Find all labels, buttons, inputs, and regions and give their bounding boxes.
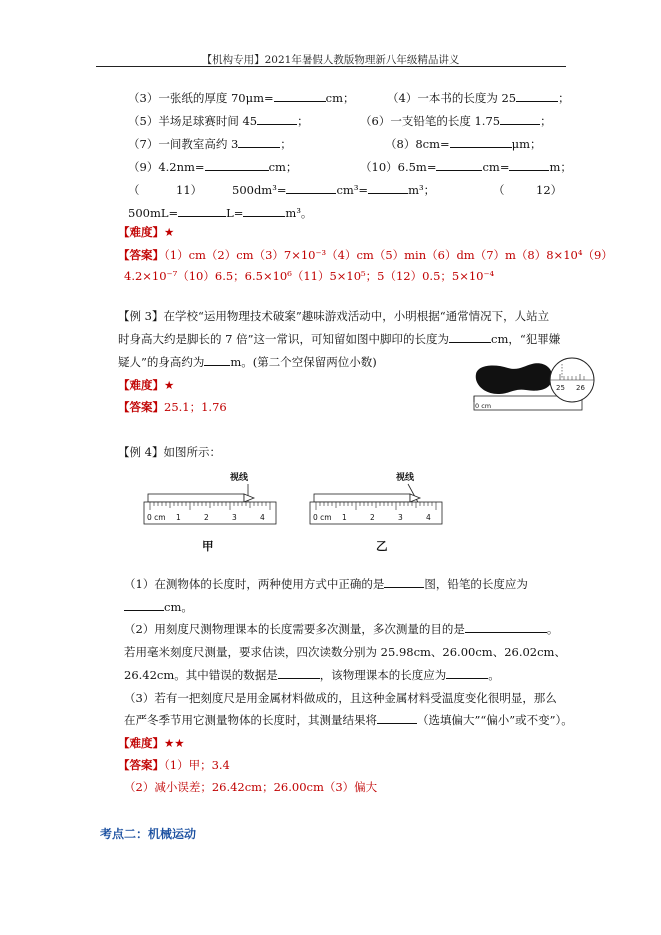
exercise-9-unit: cm； xyxy=(268,160,298,174)
exercise-10 xyxy=(360,159,572,175)
tick-label-2: 2 xyxy=(204,513,209,522)
example3-difficulty xyxy=(118,377,174,393)
difficulty-stars: ★★ xyxy=(164,736,185,750)
exercise-12-number: 12） xyxy=(536,183,563,197)
answer-line-2: 4.2×10⁻⁷（10）6.5；6.5×10⁶（11）5×10⁵；5（12）0.5；5×10⁻⁴ xyxy=(124,269,495,283)
answer-blank[interactable] xyxy=(274,90,326,102)
exercise-12 xyxy=(128,205,312,221)
exercise-12-text: 500mL= xyxy=(128,206,179,220)
example3-text: m。(第二个空保留两位小数) xyxy=(230,355,377,369)
example4-difficulty xyxy=(118,735,185,751)
difficulty-row xyxy=(118,224,174,240)
ruler-zero-label: 0 cm xyxy=(475,402,492,410)
example4-text: 。 xyxy=(488,668,500,682)
exercise-11 xyxy=(232,182,435,198)
exercise-6-text: （6）一支铅笔的长度 1.75 xyxy=(360,114,501,128)
pencil-tip xyxy=(410,494,420,502)
tick-label-3: 3 xyxy=(398,513,403,522)
answer-line-1: （1）cm（2）cm（3）7×10⁻³（4）cm（5）min（6）dm（7）m（8）8×10⁴（9） xyxy=(164,248,613,262)
magnifier-tick-25: 25 xyxy=(556,384,565,392)
example3-line-3 xyxy=(118,354,377,370)
example4-text: （2）用刻度尺测物理课本的长度需要多次测量，多次测量的目的是 xyxy=(124,622,465,636)
exercise-4-text: （4）一本书的长度为 25 xyxy=(387,91,517,105)
exercise-11-text: 500dm³= xyxy=(232,183,287,197)
answer-blank[interactable] xyxy=(449,331,491,343)
exercise-12-open: （ xyxy=(493,183,505,197)
answer-blank[interactable] xyxy=(450,136,512,148)
answer-blank[interactable] xyxy=(238,136,280,148)
exercise-10-mid: cm= xyxy=(482,160,510,174)
footprint-shape xyxy=(476,363,553,394)
exercise-8-text: （8）8cm= xyxy=(385,137,450,151)
exercise-9-text: （9）4.2nm= xyxy=(128,160,205,174)
sight-label: 视线 xyxy=(396,473,415,483)
exercise-11-open: （ xyxy=(128,183,140,197)
example4-q2 xyxy=(124,621,558,637)
answer-label: 【答案】 xyxy=(118,248,164,262)
exercise-8 xyxy=(385,136,542,152)
ruler-figure-left xyxy=(142,468,282,528)
exercise-9 xyxy=(128,159,297,175)
answer-blank[interactable] xyxy=(509,159,549,171)
answer-blank[interactable] xyxy=(286,182,336,194)
exercise-7 xyxy=(128,136,292,152)
example4-text: 图，铅笔的长度应为 xyxy=(424,577,528,591)
exercise-6 xyxy=(360,113,552,129)
sight-label: 视线 xyxy=(230,473,249,483)
answer-blank[interactable] xyxy=(377,712,417,724)
answer-blank[interactable] xyxy=(436,159,482,171)
exercise-3 xyxy=(128,90,354,106)
magnifier-tick-26: 26 xyxy=(576,384,585,392)
answer-blank[interactable] xyxy=(516,90,558,102)
answer-blank[interactable] xyxy=(500,113,540,125)
answer-blank[interactable] xyxy=(368,182,408,194)
ruler-figure-right xyxy=(308,468,448,528)
tick-label-1: 1 xyxy=(176,513,181,522)
exercise-4-unit: ； xyxy=(558,91,570,105)
example4-text: 。 xyxy=(546,622,559,636)
example4-text: cm。 xyxy=(164,600,193,614)
example4-q1-cont xyxy=(124,599,193,615)
example3-line-1: 【例 3】在学校“运用物理技术破案”趣味游戏活动中，小明根据“通常情况下，人站立 xyxy=(118,309,550,323)
answer-label: 【答案】 xyxy=(118,400,164,414)
tick-label-4: 4 xyxy=(260,513,265,522)
exercise-7-text: （7）一间教室高约 3 xyxy=(128,137,239,151)
answer-blank[interactable] xyxy=(178,205,226,217)
difficulty-stars: ★ xyxy=(164,378,175,392)
answer-blank[interactable] xyxy=(465,621,547,633)
exercise-3-unit: cm； xyxy=(325,91,355,105)
exercise-5-unit: ； xyxy=(297,114,309,128)
answer-blank[interactable] xyxy=(204,354,230,366)
exercise-5-text: （5）半场足球赛时间 45 xyxy=(128,114,258,128)
answer-blank[interactable] xyxy=(446,667,488,679)
example3-line-2 xyxy=(118,331,560,347)
answer-blank[interactable] xyxy=(384,576,424,588)
example4-q1 xyxy=(124,576,528,592)
example4-text: （选填偏大”“偏小”或不变”）。 xyxy=(417,713,573,727)
example3-text: 疑人”的身高约为 xyxy=(118,355,205,369)
example4-title: 【例 4】如图所示： xyxy=(118,445,221,459)
answer-blank[interactable] xyxy=(124,599,164,611)
example4-answer-line-2: （2）减小误差；26.42cm；26.00cm（3）偏大 xyxy=(124,780,378,794)
exercise-11-unit: m³； xyxy=(408,183,436,197)
example4-text: 在严冬季节用它测量物体的长度时，其测量结果将 xyxy=(124,713,377,727)
tick-label-0: 0 cm xyxy=(147,513,166,522)
example4-q3-line-2 xyxy=(124,712,573,728)
example3-unit: cm，“犯罪嫌 xyxy=(491,332,561,346)
example3-text: 时身高大约是脚长的 7 倍”这一常识，可知留如图中脚印的长度为 xyxy=(118,332,450,346)
answer-line-1: （1）甲；3.4 xyxy=(164,758,230,772)
difficulty-stars: ★ xyxy=(164,225,175,239)
example4-q2-line-2: 若用毫米刻度尺测量，要求估读，四次读数分别为 25.98cm、26.00cm、26.02cm、 xyxy=(124,645,566,659)
exercise-10-text: （10）6.5m= xyxy=(360,160,437,174)
exercise-7-unit: ； xyxy=(280,137,292,151)
tick-label-2: 2 xyxy=(370,513,375,522)
page-header: 【机构专用】2021年暑假人教版物理新八年级精品讲义 xyxy=(201,54,460,66)
difficulty-label: 【难度】 xyxy=(118,378,164,392)
example4-text: （1）在测物体的长度时，两种使用方式中正确的是 xyxy=(124,577,385,591)
answer-label: 【答案】 xyxy=(118,758,164,772)
example4-q3-line-1: （3）若有一把刻度尺是用金属材料做成的，且这种金属材料受温度变化很明显，那么 xyxy=(124,691,557,705)
exercise-10-unit: m； xyxy=(549,160,572,174)
answer-blank[interactable] xyxy=(243,205,285,217)
exercise-5 xyxy=(128,113,309,129)
exercise-12-mid: L= xyxy=(226,206,244,220)
answer-blank[interactable] xyxy=(257,113,297,125)
exercise-8-unit: μm； xyxy=(511,137,542,151)
exercise-4 xyxy=(387,90,570,106)
example4-q2-line-3 xyxy=(124,667,500,683)
section-title: 考点二：机械运动 xyxy=(100,827,197,841)
exercise-6-unit: ； xyxy=(540,114,552,128)
exercise-11-number: 11） xyxy=(176,183,203,197)
answer-blank[interactable] xyxy=(278,667,320,679)
tick-label-1: 1 xyxy=(342,513,347,522)
example3-answer xyxy=(118,399,227,415)
figure-caption-right: 乙 xyxy=(376,539,388,553)
difficulty-label: 【难度】 xyxy=(118,736,164,750)
tick-label-4: 4 xyxy=(426,513,431,522)
example4-text: 26.42cm。其中错误的数据是 xyxy=(124,668,278,682)
difficulty-label: 【难度】 xyxy=(118,225,164,239)
footprint-figure xyxy=(468,350,598,418)
pencil-tip xyxy=(244,494,254,502)
header-rule xyxy=(96,66,566,67)
example4-text: ，该物理课本的长度应为 xyxy=(319,668,447,682)
answer-value: 25.1；1.76 xyxy=(164,400,227,414)
exercise-12-unit: m³。 xyxy=(285,206,313,220)
answer-row xyxy=(118,247,613,263)
pencil xyxy=(314,494,410,502)
tick-label-0: 0 cm xyxy=(313,513,332,522)
example4-answer xyxy=(118,757,230,773)
figure-caption-left: 甲 xyxy=(202,539,214,553)
exercise-11-mid: cm³= xyxy=(336,183,369,197)
exercise-3-text: （3）一张纸的厚度 70μm= xyxy=(128,91,274,105)
answer-blank[interactable] xyxy=(205,159,269,171)
pencil xyxy=(148,494,244,502)
tick-label-3: 3 xyxy=(232,513,237,522)
